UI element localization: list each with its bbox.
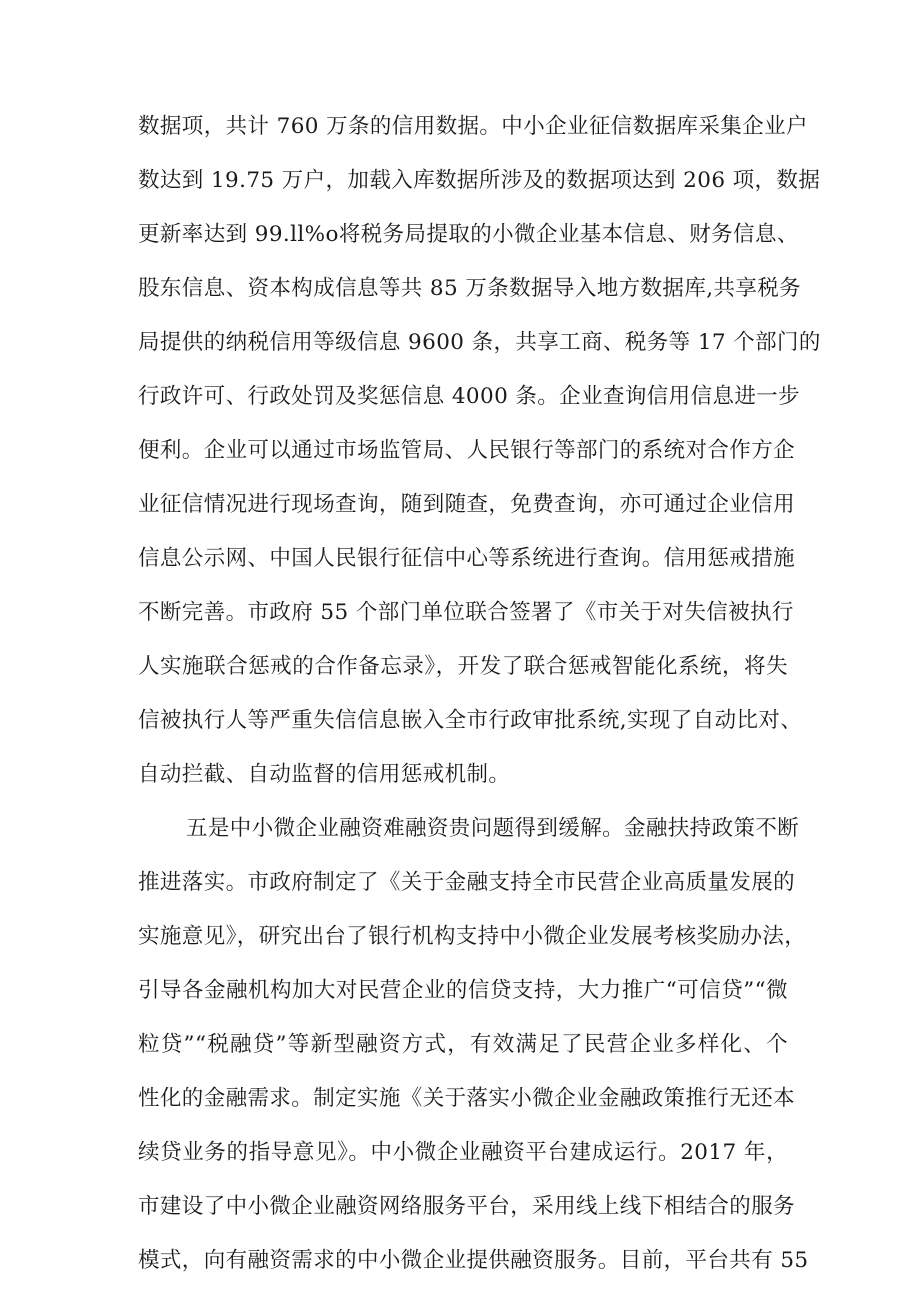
text-line: 行政许可、行政处罚及奖惩信息 4000 条。企业查询信用信息进一步: [138, 384, 801, 409]
text-line: 续贷业务的指导意见》。中小微企业融资平台建成运行。2017 年，: [138, 1140, 788, 1165]
text-line: 数达到 19.75 万户，加载入库数据所涉及的数据项达到 206 项，数据: [138, 168, 821, 193]
text-line: 引导各金融机构加大对民营企业的信贷支持，大力推广“可信贷”“微: [138, 978, 788, 1003]
text-line: 不断完善。市政府 55 个部门单位联合签署了《市关于对失信被执行: [138, 600, 794, 625]
paragraph-first-line: 五是中小微企业融资难融资贵问题得到缓解。金融扶持政策不断: [186, 816, 800, 841]
text-line: 股东信息、资本构成信息等共 85 万条数据导入地方数据库,共享税务: [138, 276, 802, 301]
text-line: 粒贷”“税融贷”等新型融资方式，有效满足了民营企业多样化、个: [138, 1032, 788, 1057]
text-line: 市建设了中小微企业融资网络服务平台，采用线上线下相结合的服务: [138, 1194, 796, 1219]
text-line: 推进落实。市政府制定了《关于金融支持全市民营企业高质量发展的: [138, 870, 796, 895]
text-line: 数据项，共计 760 万条的信用数据。中小企业征信数据库采集企业户: [138, 114, 808, 139]
text-line: 局提供的纳税信用等级信息 9600 条，共享工商、税务等 17 个部门的: [138, 330, 821, 355]
text-line: 实施意见》，研究出台了银行机构支持中小微企业发展考核奖励办法，: [138, 924, 807, 949]
text-line: 更新率达到 99.ll%o将税务局提取的小微企业基本信息、财务信息、: [138, 222, 799, 247]
text-line: 模式，向有融资需求的中小微企业提供融资服务。目前，平台共有 55: [138, 1248, 809, 1273]
text-line: 业征信情况进行现场查询，随到随查，免费查询，亦可通过企业信用: [138, 492, 796, 517]
text-line: 人实施联合惩戒的合作备忘录》，开发了联合惩戒智能化系统，将失: [138, 654, 788, 679]
text-line: 自动拦截、自动监督的信用惩戒机制。: [138, 762, 511, 787]
text-line: 信息公示网、中国人民银行征信中心等系统进行查询。信用惩戒措施: [138, 546, 796, 571]
text-line: 便利。企业可以通过市场监管局、人民银行等部门的系统对合作方企: [138, 438, 796, 463]
text-line: 信被执行人等严重失信信息嵌入全市行政审批系统,实现了自动比对、: [138, 708, 803, 733]
text-line: 性化的金融需求。制定实施《关于落实小微企业金融政策推行无还本: [138, 1086, 796, 1111]
